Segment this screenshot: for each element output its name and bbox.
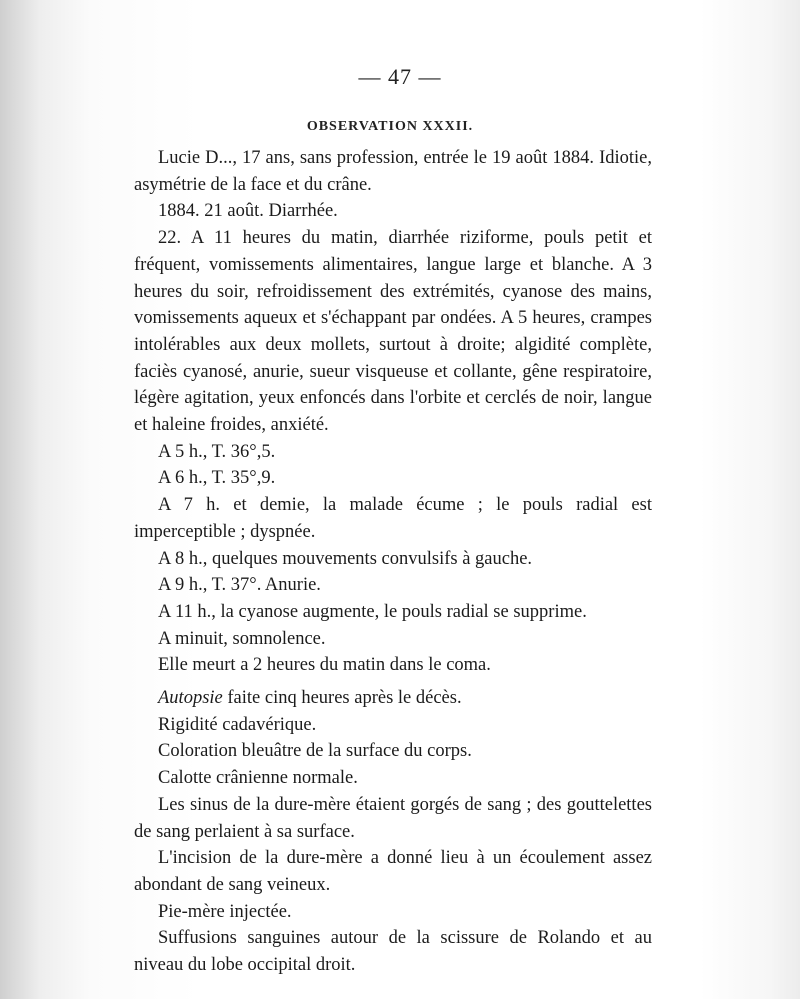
autopsy-finding-7: Suffusions sanguines autour de la scissure de Rolando et au niveau du lobe occipital droit.	[134, 928, 652, 976]
autopsy-finding-6: Pie-mère injectée.	[158, 901, 292, 922]
date-paragraph: 1884. 21 août. Diarrhée.	[158, 201, 338, 222]
autopsy-finding-4: Les sinus de la dure-mère étaient gorgés de sang ; des gouttelettes de sang perlaient à sa surface.	[134, 794, 652, 842]
temperature-6h-paragraph: A 6 h., T. 35°,9.	[158, 468, 276, 489]
temperature-5h-paragraph: A 5 h., T. 36°,5.	[158, 441, 276, 462]
autopsy-finding-3: Calotte crânienne normale.	[158, 768, 358, 789]
observation-body	[134, 145, 652, 979]
evening-9h-paragraph: A 9 h., T. 37°. Anurie.	[158, 575, 321, 596]
autopsy-finding-5: L'incision de la dure-mère a donné lieu à un écoulement assez abondant de sang veineux.	[134, 848, 652, 895]
observation-title: OBSERVATION XXXII.	[306, 119, 474, 134]
evening-7h-paragraph: A 7 h. et demie, la malade écume ; le pouls radial est imperceptible ; dyspnée.	[134, 495, 652, 542]
evening-8h-paragraph: A 8 h., quelques mouvements convulsifs à gauche.	[158, 548, 533, 569]
autopsy-label: Autopsie	[158, 688, 223, 709]
patient-intro-paragraph: Lucie D..., 17 ans, sans profession, entrée le 19 août 1884. Idiotie, asymétrie de la face et du crâne.	[134, 148, 652, 195]
autopsy-finding-1: Rigidité cadavérique.	[158, 714, 317, 735]
death-paragraph: Elle meurt a 2 heures du matin dans le coma.	[158, 655, 491, 676]
autopsy-intro-paragraph	[134, 685, 652, 712]
autopsy-intro-text: faite cinq heures après le décès.	[222, 688, 462, 709]
autopsy-finding-2: Coloration bleuâtre de la surface du corps.	[158, 741, 472, 762]
page-number: — 47 —	[358, 64, 442, 89]
symptoms-paragraph: 22. A 11 heures du matin, diarrhée riziforme, pouls petit et fréquent, vomissements alimentaires, langue large et blanche. A 3 heures du soir, refroidissement des extrémités, cyanose des mains, vomissements aqueux et s'échappant par ondées. A 5 heures, crampes intolérables aux deux mollets, surtout à droite; algidité complète, faciès cyanosé, anurie, sueur visqueuse et collante, gêne respiratoire, légère agitation, yeux enfoncés dans l'orbite et cerclés de noir, langue et haleine froides, anxiété.	[134, 228, 652, 436]
midnight-paragraph: A minuit, somnolence.	[158, 628, 326, 649]
evening-11h-paragraph: A 11 h., la cyanose augmente, le pouls radial se supprime.	[158, 601, 587, 622]
